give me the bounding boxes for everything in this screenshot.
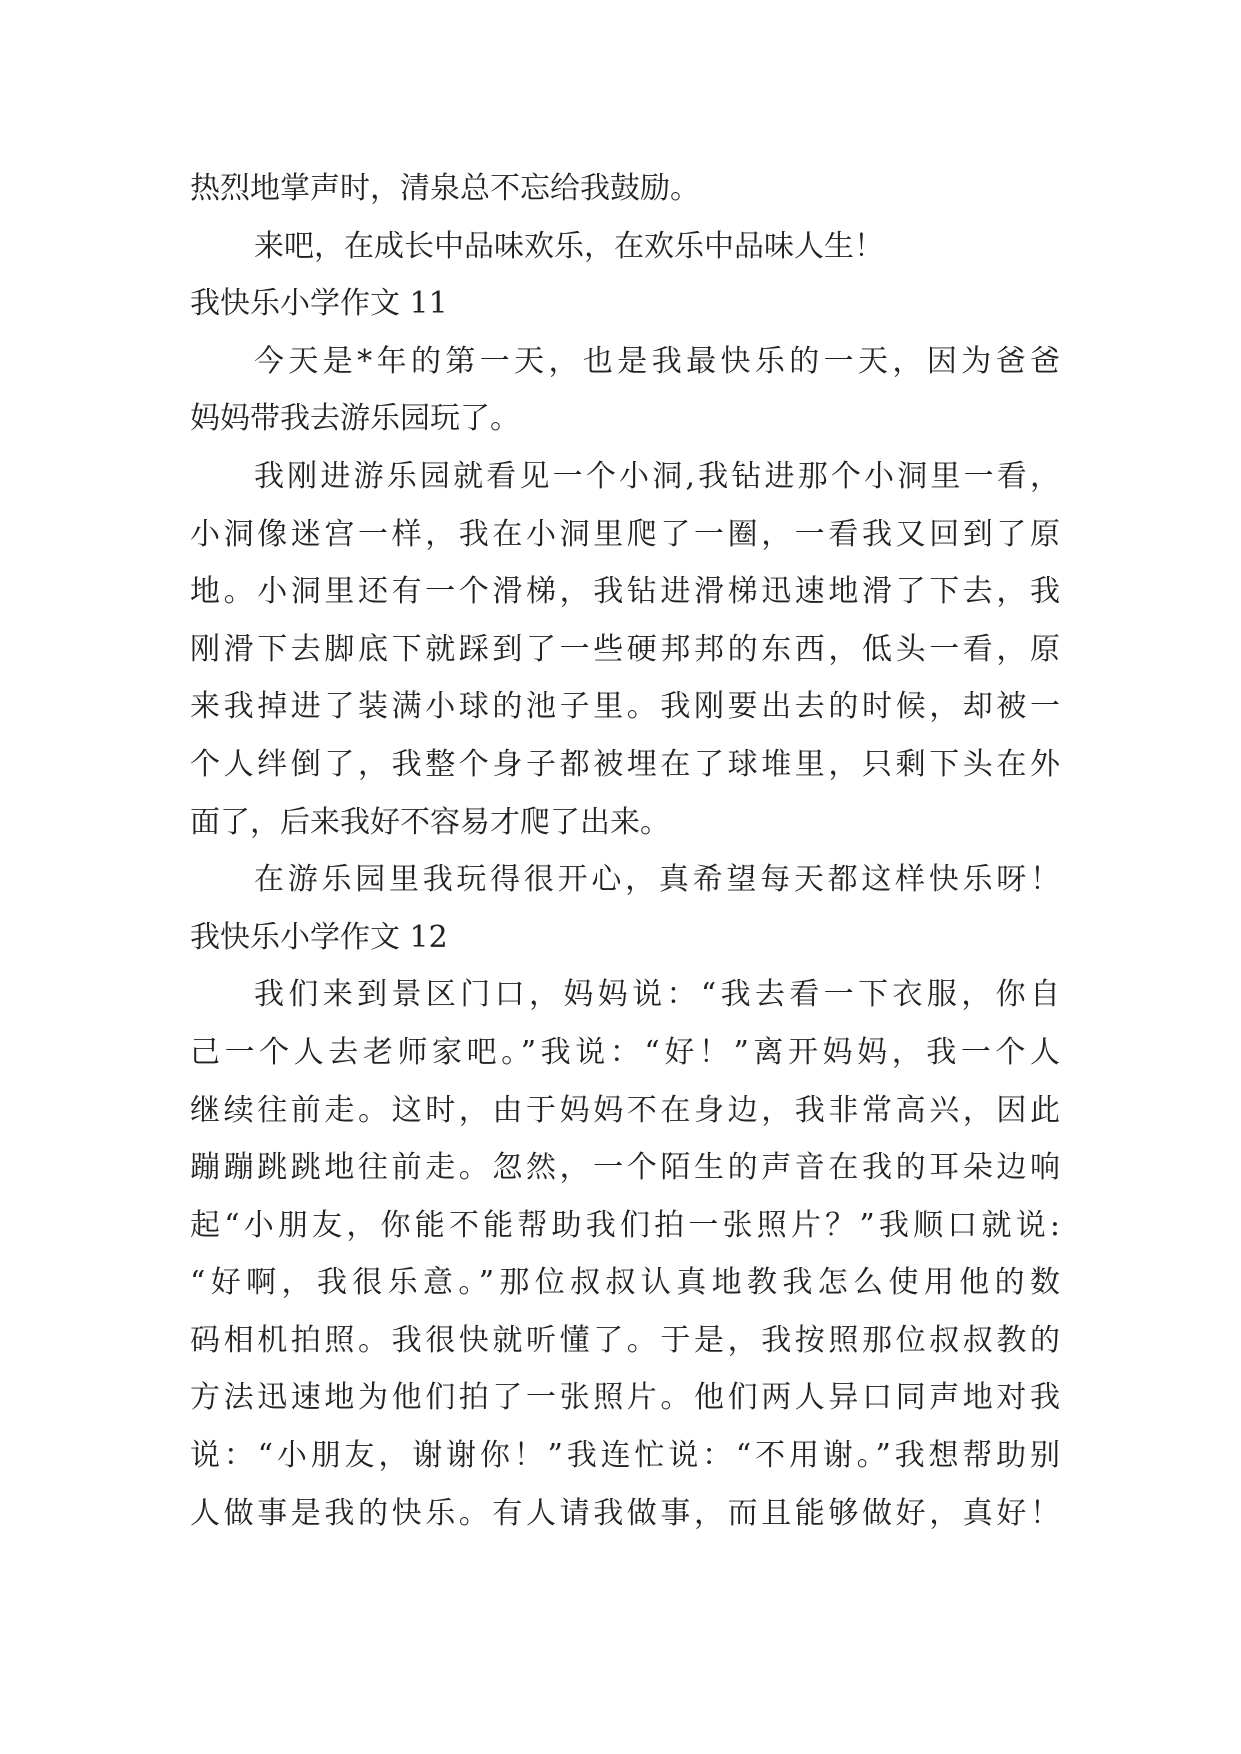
body-line: 蹦蹦跳跳地往前走。忽然，一个陌生的声音在我的耳朵边响 [190, 1150, 1060, 1186]
body-line: 今天是*年的第一天，也是我最快乐的一天，因为爸爸 [254, 343, 1060, 379]
body-line: 起“小朋友，你能不能帮助我们拍一张照片？”我顺口就说: [190, 1207, 1060, 1243]
body-line: 己一个人去老师家吧。”我说：“好！”离开妈妈，我一个人 [190, 1034, 1060, 1070]
body-line: “好啊，我很乐意。”那位叔叔认真地教我怎么使用他的数 [190, 1265, 1060, 1301]
body-line: 说：“小朋友，谢谢你！”我连忙说：“不用谢。”我想帮助别 [190, 1438, 1060, 1474]
body-line: 地。小洞里还有一个滑梯，我钻进滑梯迅速地滑了下去，我 [190, 574, 1060, 610]
body-line: 人做事是我的快乐。有人请我做事，而且能够做好，真好！ [190, 1495, 1060, 1531]
body-line: 热烈地掌声时，清泉总不忘给我鼓励。 [190, 171, 700, 206]
essay-heading-11: 我快乐小学作文 11 [190, 286, 448, 322]
body-line: 我刚进游乐园就看见一个小洞,我钻进那个小洞里一看， [254, 458, 1060, 494]
body-line: 方法迅速地为他们拍了一张照片。他们两人异口同声地对我 [190, 1380, 1060, 1416]
body-line: 面了，后来我好不容易才爬了出来。 [190, 804, 670, 840]
essay-heading-12: 我快乐小学作文 12 [190, 919, 448, 955]
body-line: 妈妈带我去游乐园玩了。 [190, 401, 520, 437]
body-line: 刚滑下去脚底下就踩到了一些硬邦邦的东西，低头一看，原 [190, 631, 1060, 667]
body-line: 继续往前走。这时，由于妈妈不在身边，我非常高兴，因此 [190, 1092, 1060, 1128]
body-line: 个人绊倒了，我整个身子都被埋在了球堆里，只剩下头在外 [190, 746, 1060, 782]
body-line: 小洞像迷宫一样，我在小洞里爬了一圈，一看我又回到了原 [190, 516, 1060, 552]
body-line: 在游乐园里我玩得很开心，真希望每天都这样快乐呀！ [254, 862, 1060, 898]
body-line: 码相机拍照。我很快就听懂了。于是，我按照那位叔叔教的 [190, 1322, 1060, 1358]
body-line: 来吧，在成长中品味欢乐，在欢乐中品味人生！ [254, 228, 884, 264]
body-line: 来我掉进了装满小球的池子里。我刚要出去的时候，却被一 [190, 689, 1060, 725]
body-line: 我们来到景区门口，妈妈说：“我去看一下衣服，你自 [254, 977, 1060, 1013]
document-body [190, 160, 1060, 1542]
